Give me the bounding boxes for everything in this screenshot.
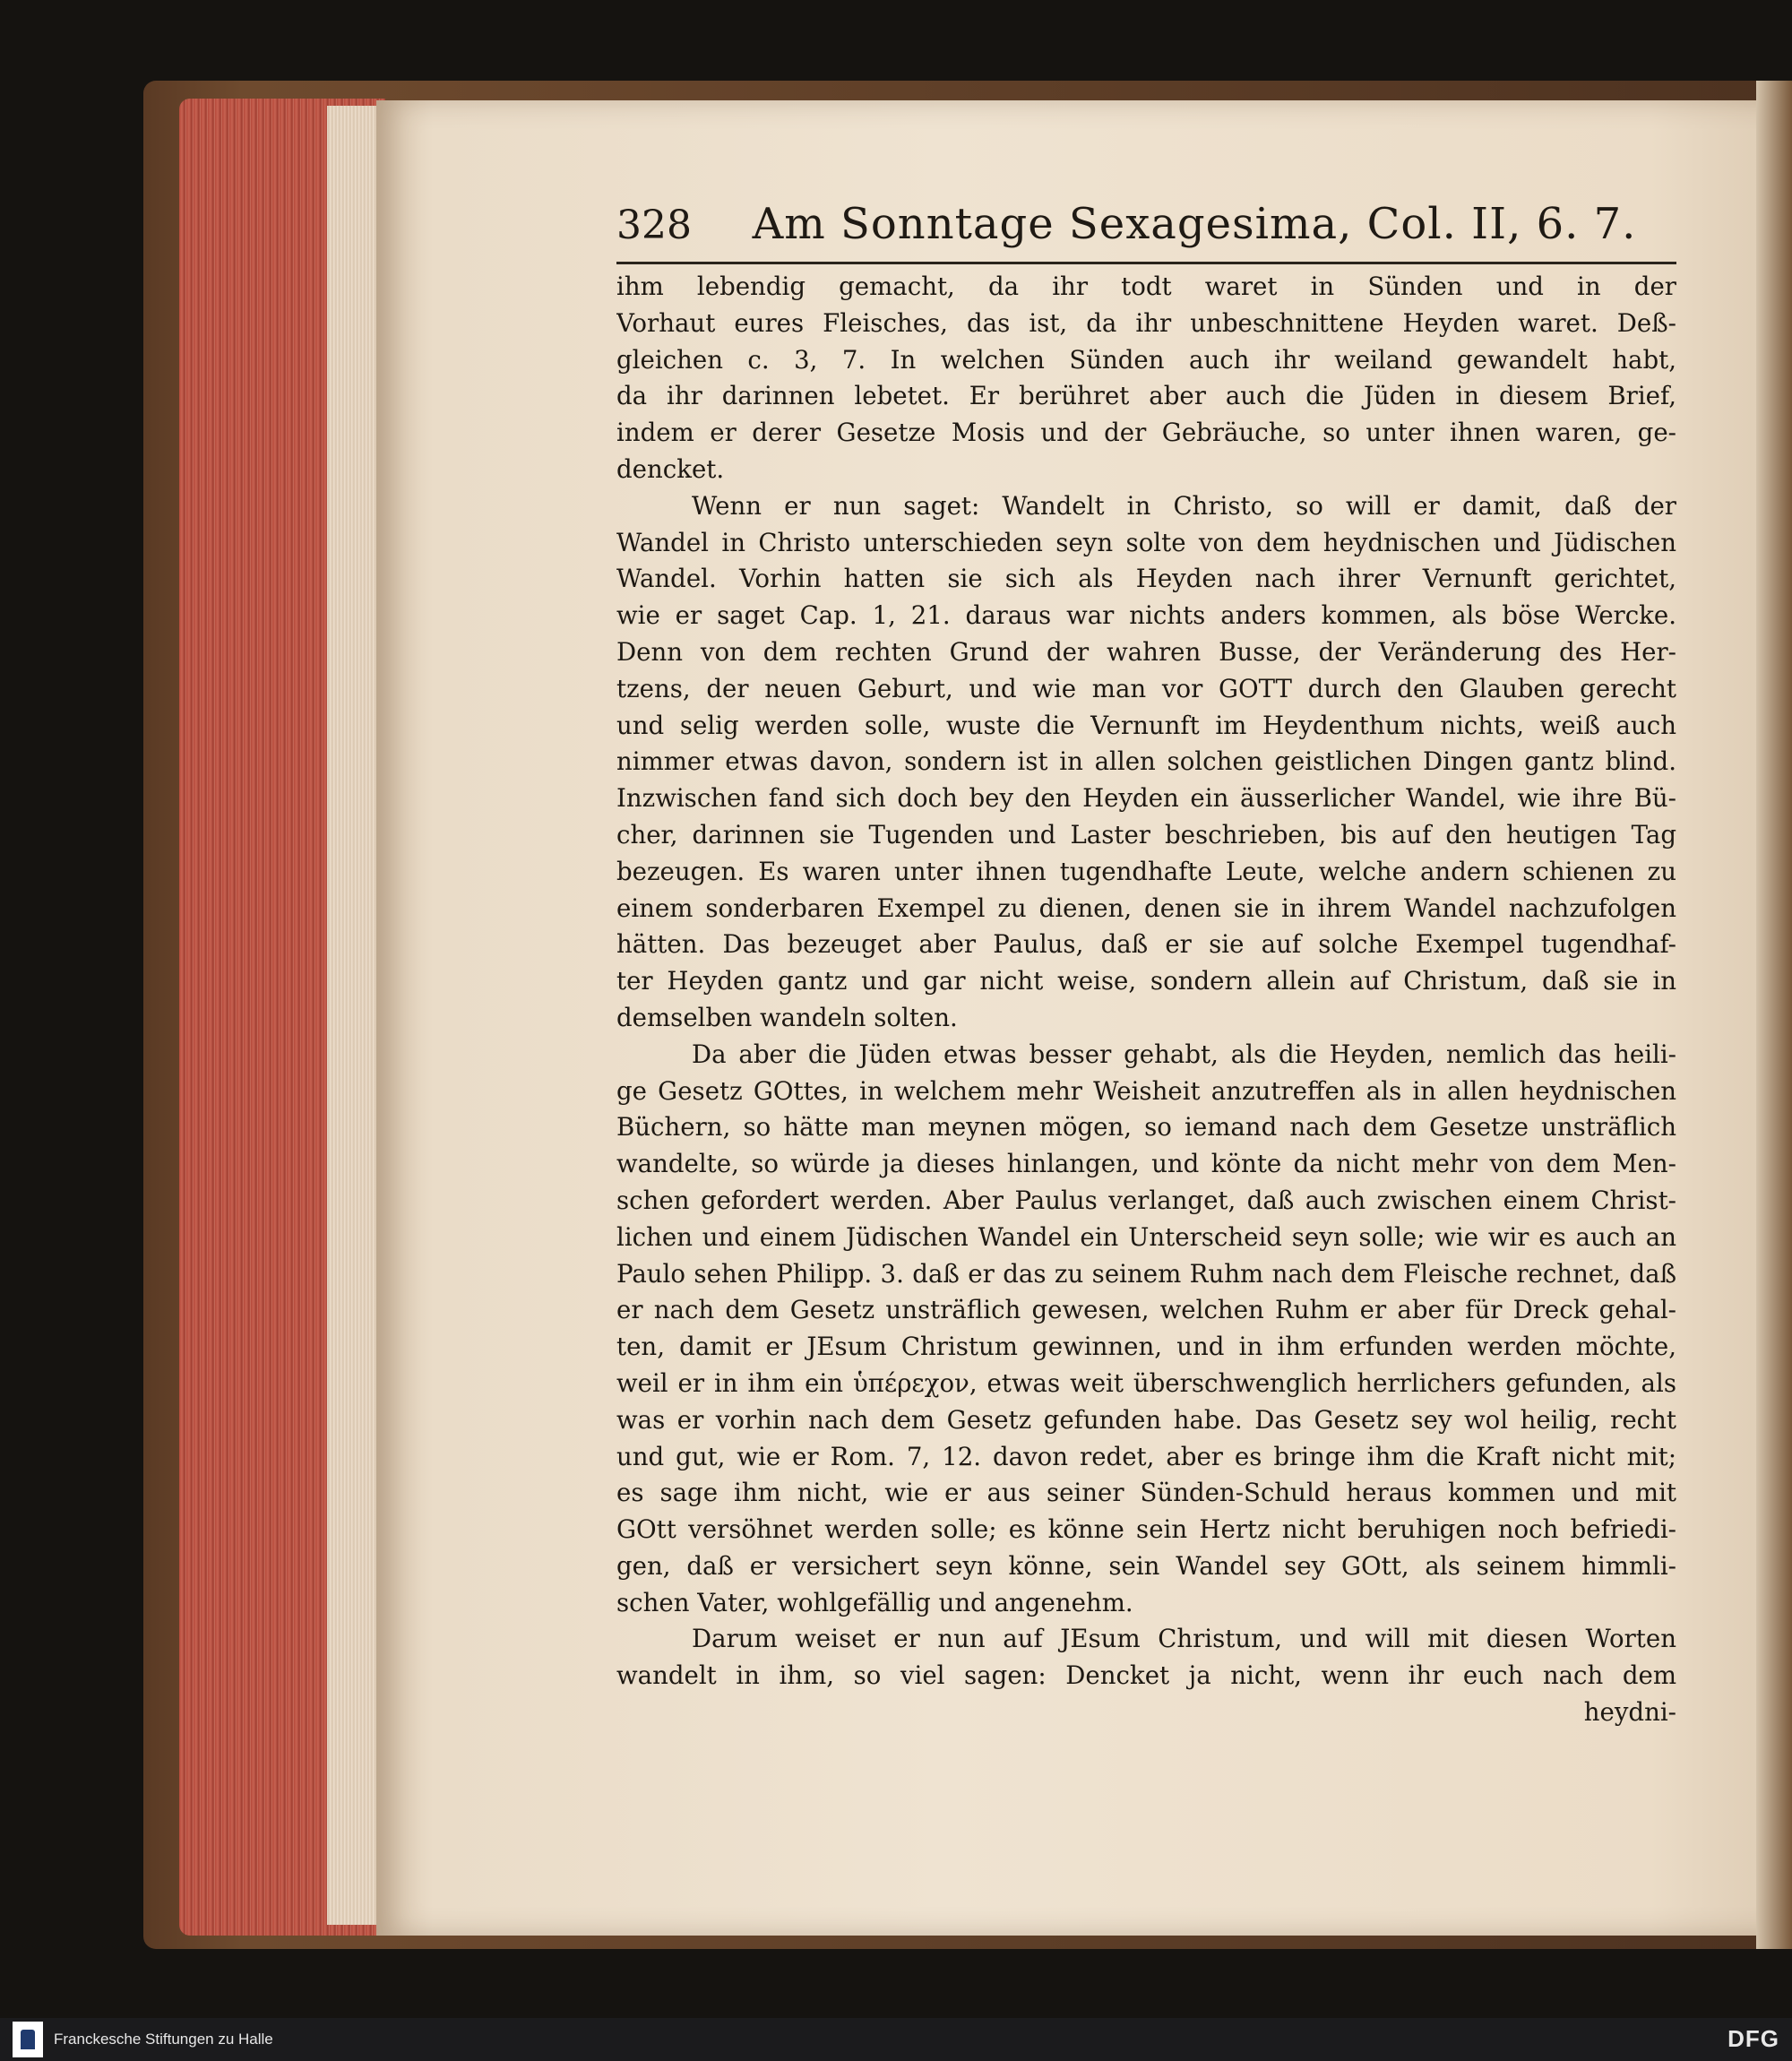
text-line: ter Heyden gantz und gar nicht weise, sondern allein auf Christum, daß sie in <box>616 966 1676 996</box>
institution-name[interactable]: Franckesche Stiftungen zu Halle <box>54 2031 273 2048</box>
text-line: er nach dem Gesetz unsträflich gewesen, welchen Ruhm er aber für Dreck gehal- <box>616 1295 1676 1325</box>
text-line: schen gefordert werden. Aber Paulus verlanget, daß auch zwischen einem Christ- <box>616 1185 1676 1215</box>
text-line: cher, darinnen sie Tugenden und Laster beschrieben, bis auf den heutigen Tag <box>616 819 1676 849</box>
text-line: indem er derer Gesetze Mosis und der Gebräuche, so unter ihnen waren, ge- <box>616 418 1676 448</box>
text-line: ten, damit er JEsum Christum gewinnen, und in ihm erfunden werden möchte, <box>616 1332 1676 1362</box>
text-line: hätten. Das bezeuget aber Paulus, daß er sie auf solche Exempel tugendhaf- <box>616 929 1676 960</box>
institution-logo-icon[interactable] <box>13 2022 43 2057</box>
text-line: tzens, der neuen Geburt, und wie man vor GOTT durch den Glauben gerecht <box>616 673 1676 703</box>
dfg-logo[interactable]: DFG <box>1727 2025 1779 2052</box>
text-line: ihm lebendig gemacht, da ihr todt waret in Sünden und in der <box>616 272 1676 301</box>
text-line: weil er in ihm ein ὑπέρεχον, etwas weit überschwenglich herrlichers gefunden, als <box>616 1367 1676 1398</box>
book-gutter <box>1756 81 1792 1949</box>
text-line: einem sonderbaren Exempel zu dienen, denen sie in ihrem Wandel nachzufolgen <box>616 893 1676 923</box>
text-line: heydni- <box>1583 1697 1676 1728</box>
body-text <box>616 269 1676 1731</box>
page-number: 328 <box>616 203 692 248</box>
text-line: Büchern, so hätte man meynen mögen, so iemand nach dem Gesetze unsträflich <box>616 1112 1676 1143</box>
text-line: gleichen c. 3, 7. In welchen Sünden auch ihr weiland gewandelt habt, <box>616 344 1676 375</box>
text-line: demselben wandeln solten. <box>616 1002 958 1032</box>
viewer-footer <box>0 2018 1792 2061</box>
running-title: Am Sonntage Sexagesima, Col. II, 6. 7. <box>752 199 1637 249</box>
text-line: gen, daß er versichert seyn könne, sein Wandel sey GOtt, als seinem himmli- <box>616 1550 1676 1581</box>
text-line: lichen und einem Jüdischen Wandel ein Unterscheid seyn solle; wie wir es auch an <box>616 1221 1676 1252</box>
header-rule <box>616 262 1676 264</box>
text-line: wandelte, so würde ja dieses hinlangen, und könte da nicht mehr von dem Men- <box>616 1149 1676 1179</box>
text-line: Wandel in Christo unterschieden seyn solte von dem heydnischen und Jüdischen <box>616 527 1676 557</box>
text-line: und gut, wie er Rom. 7, 12. davon redet, aber es bringe ihm die Kraft nicht mit; <box>616 1441 1676 1471</box>
text-line: Paulo sehen Philipp. 3. daß er das zu seinem Ruhm nach dem Fleische rechnet, daß <box>616 1258 1676 1289</box>
text-line: wie er saget Cap. 1, 21. daraus war nichts anders kommen, als böse Wercke. <box>616 600 1676 631</box>
text-line: Wenn er nun saget: Wandelt in Christo, so will er damit, daß der <box>692 490 1676 521</box>
text-line: Wandel. Vorhin hatten sie sich als Heyden nach ihrer Vernunft gerichtet, <box>616 564 1676 594</box>
text-line: Inzwischen fand sich doch bey den Heyden ein äusserlicher Wandel, wie ihre Bü- <box>616 783 1676 814</box>
text-line: Da aber die Jüden etwas besser gehabt, als die Heyden, nemlich das heili- <box>692 1039 1676 1069</box>
text-line: es sage ihm nicht, wie er aus seiner Sünden-Schuld heraus kommen und mit <box>616 1478 1676 1508</box>
text-line: Darum weiset er nun auf JEsum Christum, und will mit diesen Worten <box>692 1624 1676 1654</box>
text-line: was er vorhin nach dem Gesetz gefunden habe. Das Gesetz sey wol heilig, recht <box>616 1404 1676 1435</box>
text-line: ge Gesetz GOttes, in welchem mehr Weisheit anzutreffen als in allen heydnischen <box>616 1075 1676 1106</box>
text-line: dencket. <box>616 453 725 484</box>
text-line: Denn von dem rechten Grund der wahren Busse, der Veränderung des Her- <box>616 636 1676 667</box>
text-line: Vorhaut eures Fleisches, das ist, da ihr unbeschnittene Heyden waret. Deß- <box>616 307 1676 338</box>
text-line: schen Vater, wohlgefällig und angenehm. <box>616 1587 1133 1617</box>
text-line: und selig werden solle, wuste die Vernunft im Heydenthum nichts, weiß auch <box>616 710 1676 740</box>
text-line: da ihr darinnen lebetet. Er berühret aber auch die Jüden in diesem Brief, <box>616 381 1676 411</box>
text-line: GOtt versöhnet werden solle; es könne sein Hertz nicht beruhigen noch befriedi- <box>616 1514 1676 1545</box>
text-line: bezeugen. Es waren unter ihnen tugendhafte Leute, welche andern schienen zu <box>616 856 1676 886</box>
text-line: nimmer etwas davon, sondern ist in allen solchen geistlichen Dingen gantz blind. <box>616 746 1676 777</box>
text-line: wandelt in ihm, so viel sagen: Dencket ja nicht, wenn ihr euch nach dem <box>616 1660 1676 1691</box>
page-header <box>616 199 1674 256</box>
